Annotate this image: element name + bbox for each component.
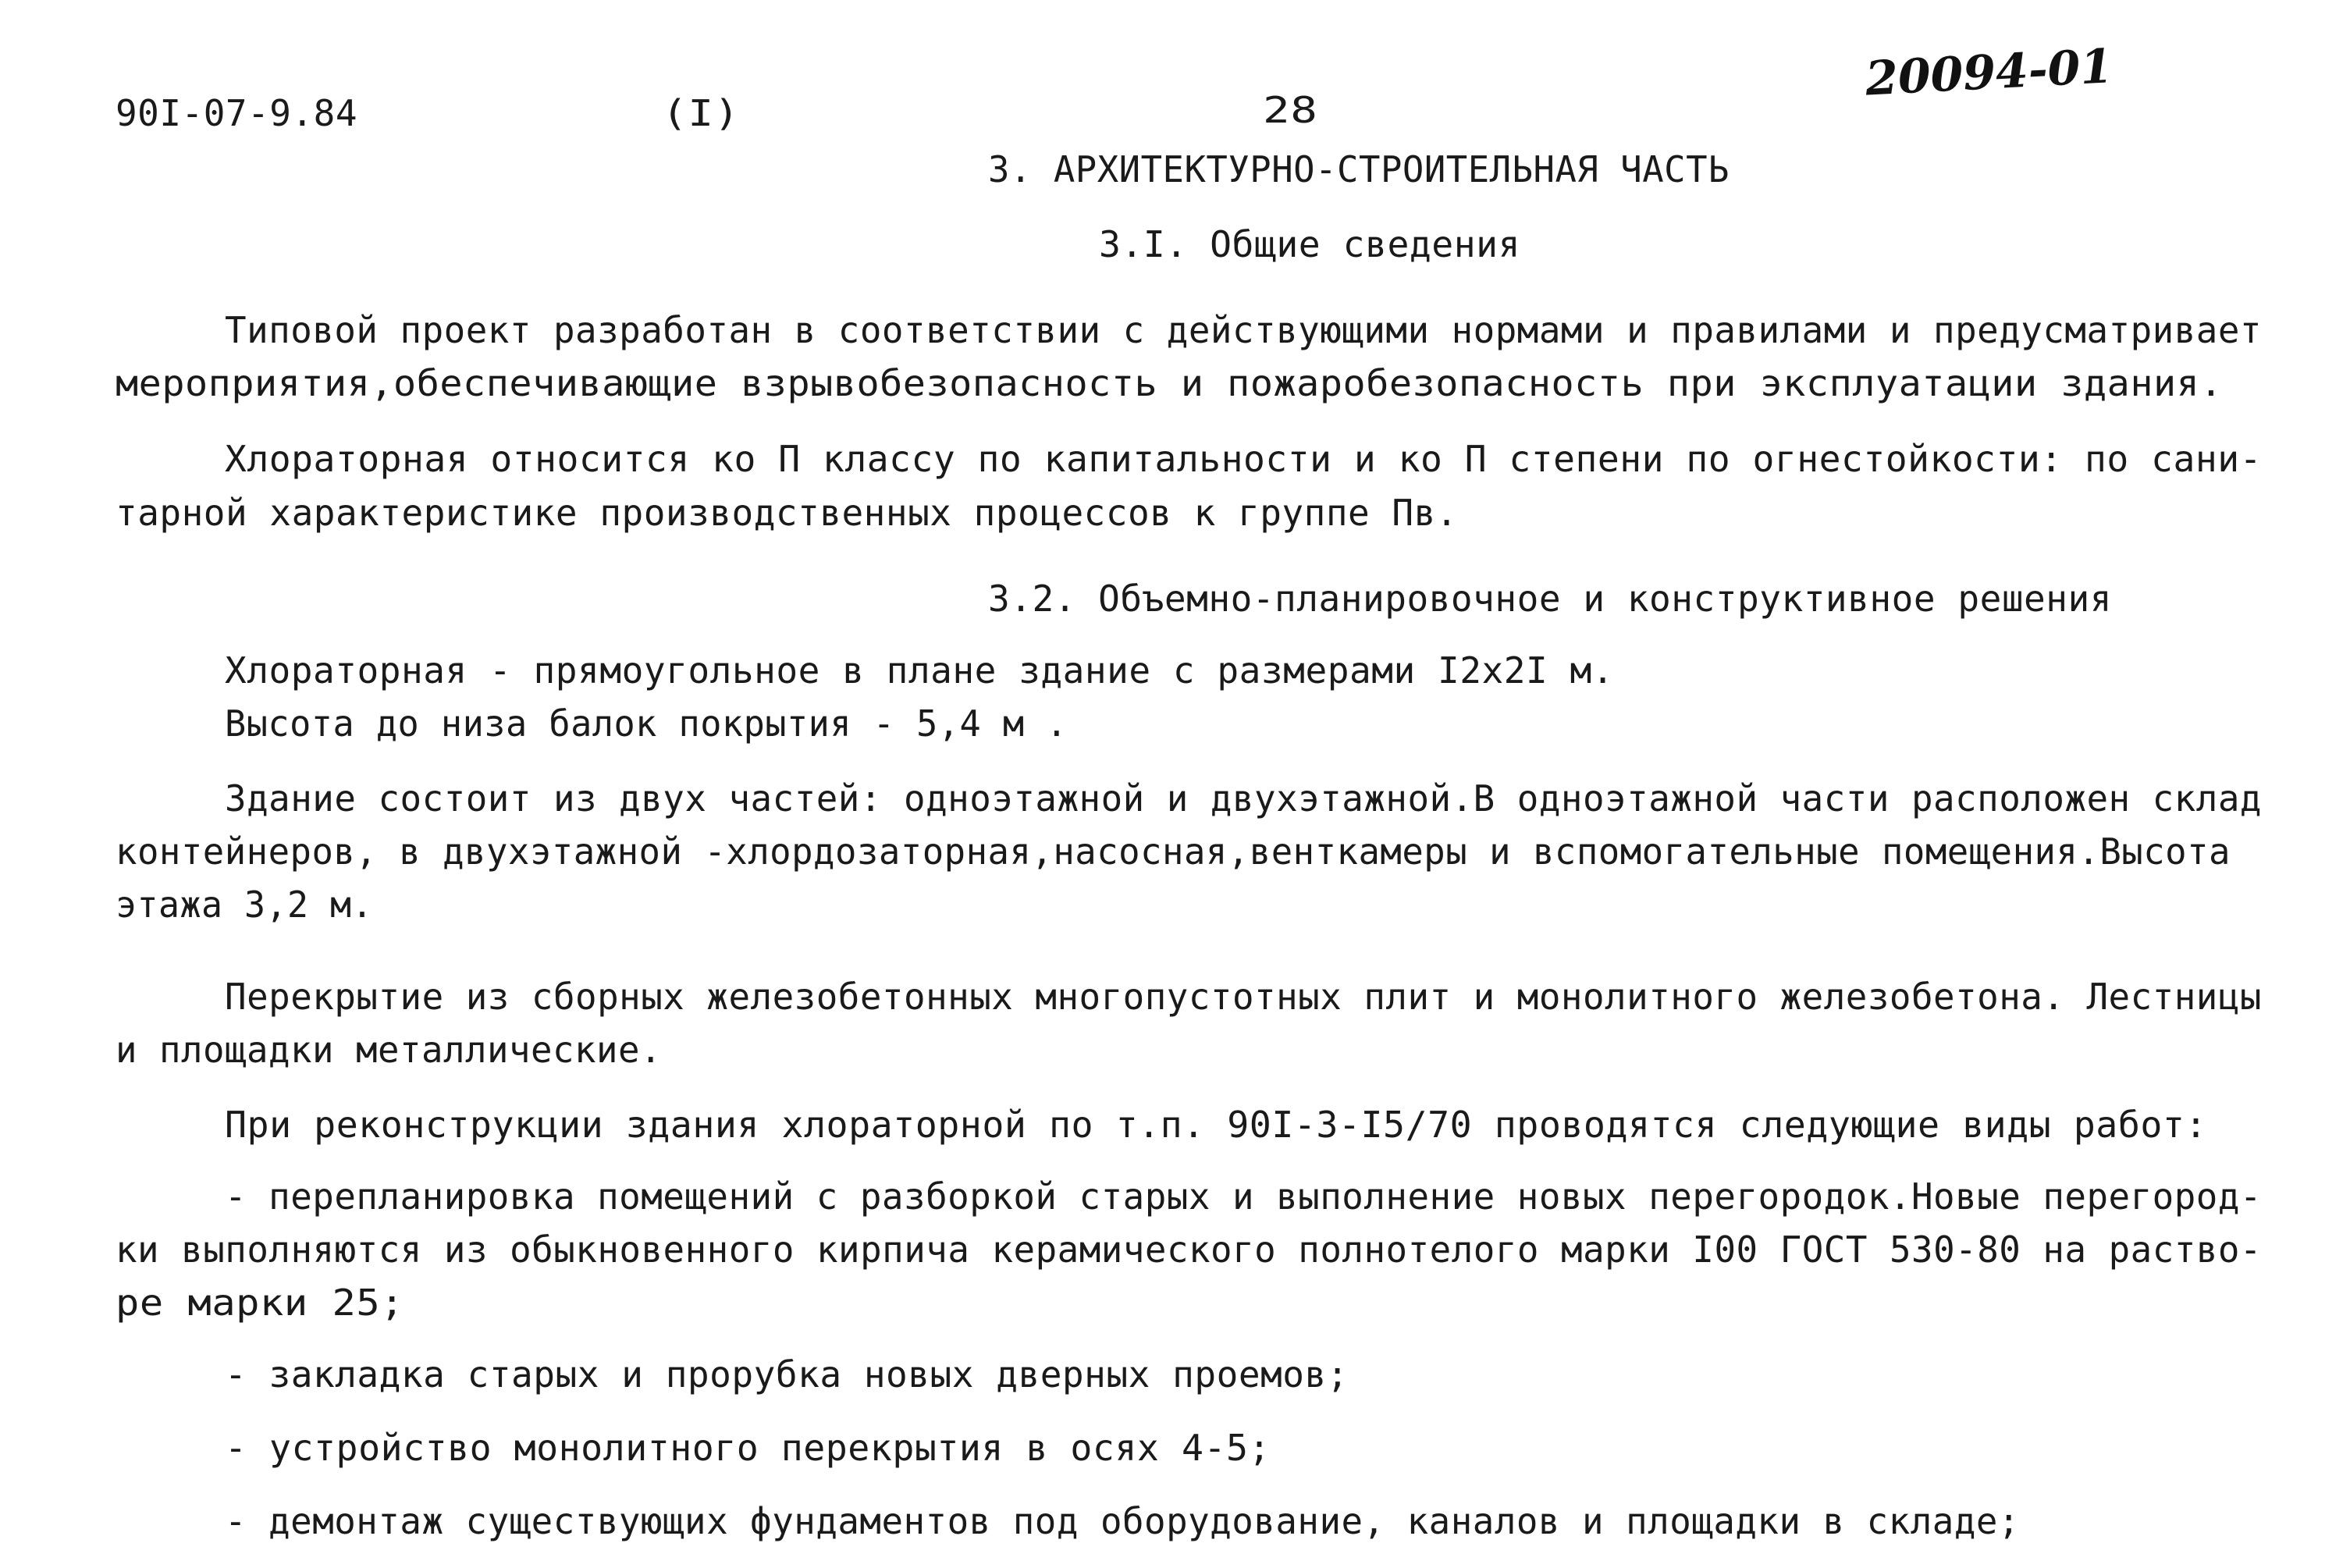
- paragraph-line: мероприятия,обеспечивающие взрывобезопасность и пожаробезопасность при эксплуатации здания.: [116, 362, 2224, 404]
- list-item: - закладка старых и прорубка новых дверных проемов;: [225, 1353, 1349, 1396]
- paragraph-line: тарной характеристике производственных процессов к группе Пв.: [116, 492, 1458, 534]
- list-item: - демонтаж существующих фундаментов под оборудование, каналов и площадки в складе;: [225, 1500, 2020, 1542]
- page-number: 28: [1263, 89, 1318, 131]
- paragraph-line: Типовой проект разработан в соответствии с действующими нормами и правилами и предусматривает: [225, 309, 2262, 351]
- paragraph-line: и площадки металлические.: [116, 1029, 662, 1071]
- list-item-line: - перепланировка помещений с разборкой старых и выполнение новых перегородок.Новые перегород-: [225, 1175, 2262, 1218]
- list-item: - устройство монолитного перекрытия в осях 4-5;: [225, 1427, 1271, 1469]
- paragraph-line: этажа 3,2 м.: [116, 884, 373, 926]
- doc-code: 90I-07-9.84: [116, 92, 357, 134]
- handwritten-number: 20094-01: [1864, 39, 2114, 107]
- volume-label: (I): [662, 92, 740, 134]
- paragraph-line: Хлораторная - прямоугольное в плане здание с размерами I2х2I м.: [225, 649, 1614, 692]
- paragraph-line: Перекрытие из сборных железобетонных многопустотных плит и монолитного железобетона. Лестницы: [225, 976, 2262, 1018]
- paragraph-line: При реконструкции здания хлораторной по т.п. 90I-3-I5/70 проводятся следующие виды работ:: [225, 1104, 2207, 1146]
- paragraph-line: Здание состоит из двух частей: одноэтажной и двухэтажной.В одноэтажной части расположен склад: [225, 777, 2262, 820]
- section-title: 3. АРХИТЕКТУРНО-СТРОИТЕЛЬНАЯ ЧАСТЬ: [988, 148, 1730, 190]
- paragraph-line: контейнеров, в двухэтажной -хлордозаторная,насосная,венткамеры и вспомогательные помещения.Высота: [116, 830, 2231, 873]
- paragraph-line: Хлораторная относится ко П классу по капитальности и ко П степени по огнестойкости: по сани-: [225, 438, 2263, 480]
- list-item-line: ре марки 25;: [116, 1282, 404, 1324]
- paragraph-line: Высота до низа балок покрытия - 5,4 м .: [225, 702, 1068, 745]
- list-item-line: ки выполняются из обыкновенного кирпича керамического полнотелого марки I00 ГОСТ 530-80 на раство-: [116, 1228, 2262, 1271]
- subsection-title-general: 3.I. Общие сведения: [1099, 223, 1520, 265]
- subsection-title-planning: 3.2. Объемно-планировочное и конструктивное решения: [988, 578, 2112, 620]
